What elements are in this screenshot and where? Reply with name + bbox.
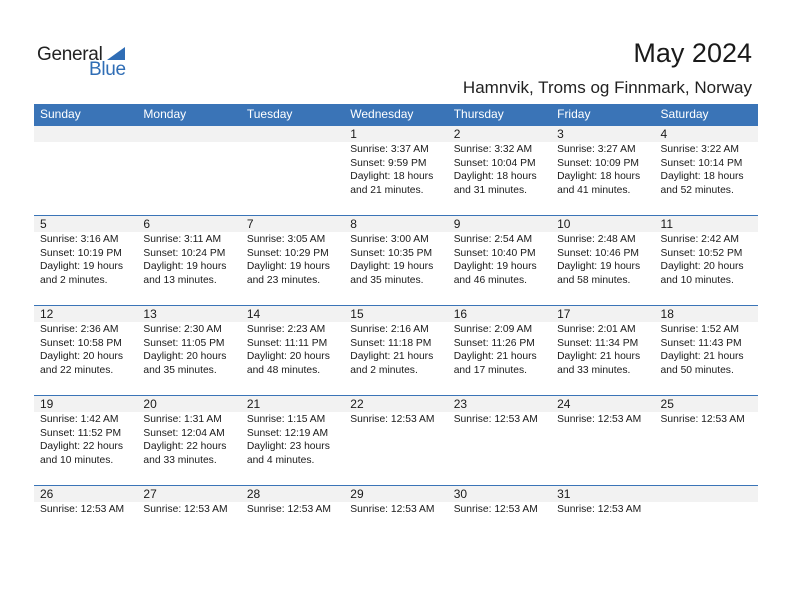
day-cell [655, 502, 758, 517]
sun-info-line: Sunrise: 2:16 AM [350, 324, 429, 335]
week-day-number-bar [34, 216, 758, 232]
day-cell [137, 412, 240, 467]
sun-info-line: and 10 minutes. [40, 454, 114, 466]
week-details [34, 502, 758, 517]
sun-info-line: Daylight: 19 hours [246, 261, 330, 273]
day-cell [344, 142, 447, 197]
day-number: 28 [246, 487, 261, 501]
sun-info-line: Daylight: 18 hours [350, 171, 434, 183]
day-number: 10 [557, 217, 571, 231]
sun-info-line: Sunrise: 12:53 AM [350, 504, 435, 515]
sun-info-line: Daylight: 19 hours [350, 261, 434, 273]
sun-info-line: Sunset: 11:52 PM [40, 427, 122, 439]
sun-info-line: Sunset: 12:19 AM [246, 427, 329, 439]
sun-info-line: Sunset: 10:14 PM [660, 157, 743, 169]
sun-info-line: Daylight: 20 hours [246, 351, 330, 363]
sun-info-line: Daylight: 21 hours [660, 351, 744, 363]
sun-info-line: and 23 minutes. [246, 274, 321, 286]
sun-info-line: and 22 minutes. [40, 364, 114, 376]
sun-info-line: Sunrise: 1:42 AM [40, 414, 119, 425]
day-number: 6 [143, 217, 151, 231]
day-number: 5 [40, 217, 47, 231]
sun-info-line: and 46 minutes. [453, 274, 527, 286]
day-cell [34, 502, 137, 517]
calendar-week [34, 485, 758, 517]
day-number: 1 [350, 127, 357, 141]
day-cell [448, 142, 551, 197]
sun-info-line: and 35 minutes. [350, 274, 424, 286]
day-number: 23 [453, 397, 468, 411]
day-number: 26 [40, 487, 54, 501]
calendar-week [34, 395, 758, 467]
sun-info-line: Sunrise: 12:53 AM [557, 504, 642, 515]
calendar-week [34, 305, 758, 377]
sun-info-line: Sunrise: 2:30 AM [143, 324, 222, 335]
day-number: 24 [557, 397, 571, 411]
sun-info-line: Sunrise: 1:15 AM [246, 414, 326, 425]
sun-info-line: and 33 minutes. [557, 364, 631, 376]
day-number: 21 [246, 397, 261, 411]
sun-info-line: Sunrise: 12:53 AM [350, 414, 435, 425]
weekday-header [34, 104, 758, 125]
day-cell [241, 502, 344, 517]
day-cell [448, 412, 551, 467]
sun-info-line: Daylight: 20 hours [40, 351, 123, 363]
day-number: 3 [557, 127, 564, 141]
sun-info-line: Sunrise: 12:53 AM [453, 504, 538, 515]
day-number: 12 [40, 307, 54, 321]
sun-info-line: Sunset: 10:29 PM [246, 247, 329, 259]
location-subtitle: Hamnvik, Troms og Finnmark, Norway [462, 78, 752, 97]
day-number: 18 [660, 307, 674, 321]
logo-text-blue: Blue [89, 59, 126, 80]
day-cell [344, 322, 447, 377]
sun-info-line: and 58 minutes. [557, 274, 631, 286]
sun-info-line: Sunrise: 12:53 AM [660, 414, 745, 425]
sun-info-line: and 2 minutes. [40, 274, 108, 286]
day-cell [344, 412, 447, 467]
sun-info-line: Sunrise: 3:22 AM [660, 144, 739, 155]
day-cell [34, 142, 137, 197]
sun-info-line: Daylight: 21 hours [350, 351, 434, 363]
sun-info-line: Sunrise: 1:52 AM [660, 324, 739, 335]
sun-info-line: and 4 minutes. [246, 454, 315, 466]
sun-info-line: Sunrise: 2:54 AM [453, 234, 533, 245]
day-number: 16 [453, 307, 468, 321]
day-cell [344, 502, 447, 517]
sun-info-line: Sunset: 9:59 PM [350, 157, 427, 169]
sun-info-line: Sunset: 10:46 PM [557, 247, 639, 259]
day-cell [655, 412, 758, 467]
day-number: 8 [350, 217, 357, 231]
sun-info-line: Sunrise: 3:32 AM [453, 144, 533, 155]
sun-info-line: Sunrise: 3:05 AM [246, 234, 326, 245]
day-number: 11 [660, 217, 673, 231]
sun-info-line: Daylight: 18 hours [557, 171, 641, 183]
day-cell [241, 142, 344, 197]
sun-info-line: Daylight: 18 hours [453, 171, 537, 183]
day-number: 2 [453, 127, 461, 141]
sun-info-line: Sunrise: 2:48 AM [557, 234, 636, 245]
day-cell [655, 142, 758, 197]
sun-info-line: Sunrise: 2:36 AM [40, 324, 119, 335]
sun-info-line: and 2 minutes. [350, 364, 418, 376]
sun-info-line: Sunrise: 2:09 AM [453, 324, 533, 335]
sun-info-line: Sunset: 10:52 PM [660, 247, 743, 259]
sun-info-line: Sunset: 10:09 PM [557, 157, 639, 169]
day-number [137, 126, 240, 142]
sun-info-line: Sunrise: 3:11 AM [143, 234, 222, 245]
sun-info-line: Sunrise: 12:53 AM [557, 414, 642, 425]
sun-info-line: and 35 minutes. [143, 364, 217, 376]
day-cell [137, 502, 240, 517]
sun-info-line: Daylight: 22 hours [143, 441, 227, 453]
day-number: 29 [350, 487, 364, 501]
day-number [655, 486, 758, 502]
day-cell [551, 232, 654, 287]
day-number: 15 [350, 307, 364, 321]
sun-info-line: Sunrise: 12:53 AM [246, 504, 331, 515]
sun-info-line: Sunset: 10:40 PM [453, 247, 536, 259]
day-cell [655, 322, 758, 377]
logo [37, 42, 137, 82]
sun-info-line: and 50 minutes. [660, 364, 734, 376]
day-cell [448, 502, 551, 517]
day-number: 19 [40, 397, 54, 411]
day-cell [137, 322, 240, 377]
sun-info-line: Sunset: 11:18 PM [350, 337, 432, 349]
logo-text-general: General [37, 44, 103, 65]
sun-info-line: Sunrise: 12:53 AM [40, 504, 125, 515]
sun-info-line: Sunrise: 12:53 AM [143, 504, 228, 515]
weekday-friday: Friday [557, 107, 591, 121]
weekday-tuesday: Tuesday [246, 107, 293, 121]
day-cell [137, 232, 240, 287]
weekday-sunday: Sunday [40, 107, 81, 121]
day-cell [655, 232, 758, 287]
sun-info-line: and 10 minutes. [660, 274, 734, 286]
sun-info-line: Sunrise: 2:01 AM [557, 324, 636, 335]
day-number: 25 [660, 397, 674, 411]
sun-info-line: Sunrise: 2:23 AM [246, 324, 326, 335]
day-number: 17 [557, 307, 571, 321]
day-number: 13 [143, 307, 157, 321]
day-number: 27 [143, 487, 157, 501]
sun-info-line: Sunset: 12:04 AM [143, 427, 225, 439]
sun-info-line: Sunrise: 3:27 AM [557, 144, 636, 155]
sun-info-line: Sunset: 10:24 PM [143, 247, 226, 259]
day-cell [344, 232, 447, 287]
day-cell [241, 322, 344, 377]
day-number: 20 [143, 397, 157, 411]
sun-info-line: Sunset: 11:11 PM [246, 337, 328, 349]
sun-info-line: and 48 minutes. [246, 364, 321, 376]
sun-info-line: Sunset: 11:34 PM [557, 337, 639, 349]
sun-info-line: Sunrise: 12:53 AM [453, 414, 538, 425]
week-day-number-bar [34, 126, 758, 142]
day-number: 4 [660, 127, 668, 141]
sun-info-line: Daylight: 19 hours [453, 261, 537, 273]
sun-info-line: Sunrise: 1:31 AM [143, 414, 222, 425]
day-number [34, 126, 137, 142]
day-cell [137, 142, 240, 197]
sun-info-line: Daylight: 22 hours [40, 441, 123, 453]
day-number: 31 [557, 487, 571, 501]
day-number [241, 126, 344, 142]
day-cell [34, 322, 137, 377]
sun-info-line: and 21 minutes. [350, 184, 424, 196]
page-title: May 2024 [633, 38, 752, 68]
week-details [34, 412, 758, 467]
weekday-saturday: Saturday [660, 107, 709, 121]
weekday-monday: Monday [143, 107, 187, 121]
sun-info-line: Daylight: 20 hours [660, 261, 744, 273]
sun-info-line: Daylight: 19 hours [557, 261, 641, 273]
sun-info-line: Sunset: 10:58 PM [40, 337, 122, 349]
week-details [34, 322, 758, 377]
day-cell [551, 142, 654, 197]
sun-info-line: Sunset: 10:19 PM [40, 247, 122, 259]
week-day-number-bar [34, 396, 758, 412]
sun-info-line: Daylight: 20 hours [143, 351, 227, 363]
day-cell [241, 412, 344, 467]
day-number: 14 [246, 307, 261, 321]
sun-info-line: Sunrise: 3:16 AM [40, 234, 119, 245]
sun-info-line: and 52 minutes. [660, 184, 734, 196]
day-cell [34, 232, 137, 287]
sun-info-line: and 13 minutes. [143, 274, 217, 286]
sun-info-line: Sunrise: 3:37 AM [350, 144, 429, 155]
sun-info-line: Daylight: 19 hours [40, 261, 123, 273]
sun-info-line: and 17 minutes. [453, 364, 527, 376]
day-number: 9 [453, 217, 461, 231]
week-details [34, 232, 758, 287]
sun-info-line: Daylight: 18 hours [660, 171, 744, 183]
sun-info-line: and 33 minutes. [143, 454, 217, 466]
week-details [34, 142, 758, 197]
sun-info-line: Sunset: 10:04 PM [453, 157, 536, 169]
day-cell [551, 322, 654, 377]
sun-info-line: Sunset: 11:43 PM [660, 337, 742, 349]
day-number: 7 [246, 217, 254, 231]
sun-info-line: and 41 minutes. [557, 184, 631, 196]
day-cell [241, 232, 344, 287]
calendar-week [34, 215, 758, 287]
sun-info-line: and 31 minutes. [453, 184, 527, 196]
sun-info-line: Daylight: 23 hours [246, 441, 330, 453]
day-cell [551, 412, 654, 467]
day-cell [34, 412, 137, 467]
sun-info-line: Daylight: 21 hours [453, 351, 537, 363]
sun-info-line: Sunset: 11:05 PM [143, 337, 225, 349]
sun-info-line: Sunrise: 3:00 AM [350, 234, 429, 245]
weekday-thursday: Thursday [453, 107, 504, 121]
sun-info-line: Sunset: 11:26 PM [453, 337, 535, 349]
day-number: 22 [350, 397, 364, 411]
week-day-number-bar [34, 486, 758, 502]
day-number: 30 [453, 487, 468, 501]
sun-info-line: Daylight: 19 hours [143, 261, 227, 273]
sun-info-line: Sunrise: 2:42 AM [660, 234, 739, 245]
sun-info-line: Daylight: 21 hours [557, 351, 641, 363]
day-cell [448, 232, 551, 287]
day-cell [448, 322, 551, 377]
calendar-week [34, 125, 758, 197]
sun-info-line: Sunset: 10:35 PM [350, 247, 433, 259]
day-cell [551, 502, 654, 517]
week-day-number-bar [34, 306, 758, 322]
weekday-wednesday: Wednesday [350, 107, 414, 121]
